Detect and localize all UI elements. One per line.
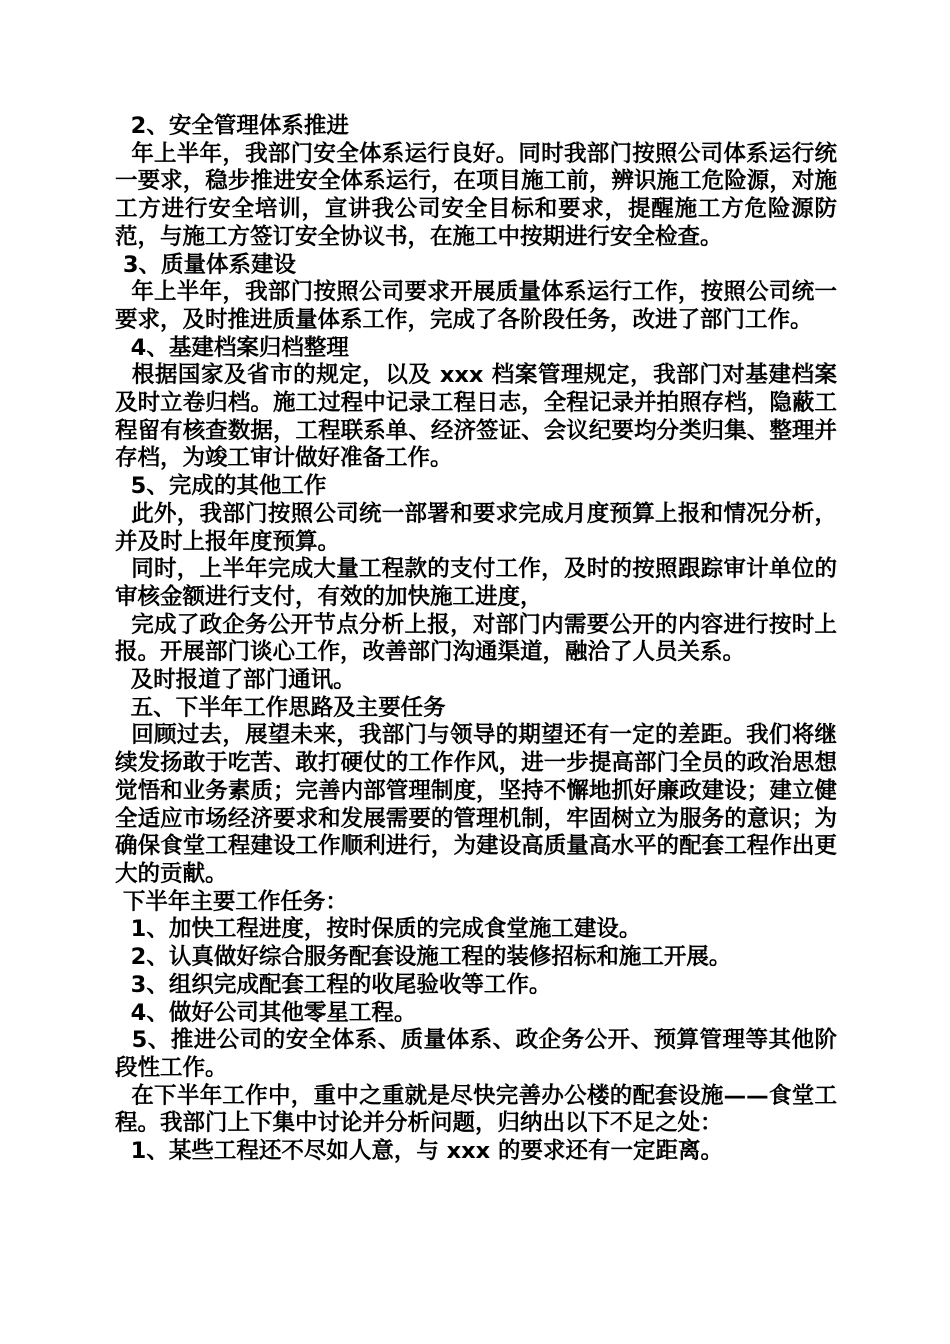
section-heading-safety: 2、安全管理体系推进	[115, 113, 349, 139]
section-heading-archives: 4、基建档案归档整理	[115, 334, 349, 361]
paragraph-review: 回顾过去，展望未来，我部门与领导的期望还有一定的差距。我们将继续发扬敢于吃苦、敢打硬仗的工作作风，进一步提高部门全员的政治思想觉悟和业务素质；完善内部管理制度，坚持不懈地抓好廉政建设；建立健全适应市场经济要求和发展需要的管理机制，牢固树立为服务的意识；为确保食堂工程建设工作顺利进行，为建设高质量高水平的配套工程作出更大的贡献。	[115, 722, 837, 887]
section-heading-quality: 3、质量体系建设	[115, 251, 296, 278]
tasks-heading: 下半年主要工作任务：	[115, 888, 348, 915]
section-heading-second-half: 五、下半年工作思路及主要任务	[115, 694, 446, 721]
paragraph-safety: 年上半年，我部门安全体系运行良好。同时我部门按照公司体系运行统一要求，稳步推进安全体系运行，在项目施工前，辨识施工危险源，对施工方进行安全培训，宣讲我公司安全目标和要求，提醒施工方危险源防范，与施工方签订安全协议书，在施工中按期进行安全检查。	[115, 140, 837, 250]
document-body	[115, 113, 837, 1166]
task-item: 4、做好公司其他零星工程。	[115, 999, 417, 1026]
task-item: 5、推进公司的安全体系、质量体系、政企务公开、预算管理等其他阶段性工作。	[115, 1027, 837, 1081]
paragraph-quality: 年上半年，我部门按照公司要求开展质量体系运行工作，按照公司统一要求，及时推进质量体系工作，完成了各阶段任务，改进了部门工作。	[115, 279, 837, 333]
paragraph-priority: 在下半年工作中，重中之重就是尽快完善办公楼的配套设施——食堂工程。我部门上下集中讨论并分析问题，归纳出以下不足之处：	[115, 1082, 837, 1137]
paragraph-archives: 根据国家及省市的规定，以及 xxx 档案管理规定，我部门对基建档案及时立卷归档。施工过程中记录工程日志，全程记录并拍照存档，隐蔽工程留有核查数据，工程联系单、经济签证、会议纪要均分类归集、整理并存档，为竣工审计做好准备工作。	[115, 362, 837, 472]
paragraph-payment: 同时，上半年完成大量工程款的支付工作，及时的按照跟踪审计单位的审核金额进行支付，有效的加快施工进度，	[115, 556, 837, 610]
paragraph-budget: 此外，我部门按照公司统一部署和要求完成月度预算上报和情况分析，并及时上报年度预算。	[115, 500, 837, 555]
paragraph-newsletter: 及时报道了部门通讯。	[115, 667, 356, 694]
shortcoming-item: 1、某些工程还不尽如人意，与 xxx 的要求还有一定距离。	[115, 1138, 724, 1165]
task-item: 3、组织完成配套工程的收尾验收等工作。	[115, 971, 552, 998]
task-item: 2、认真做好综合服务配套设施工程的装修招标和施工开展。	[115, 944, 732, 971]
task-item: 1、加快工程进度，按时保质的完成食堂施工建设。	[115, 916, 642, 943]
section-heading-other-work: 5、完成的其他工作	[115, 473, 327, 500]
paragraph-disclosure: 完成了政企务公开节点分析上报，对部门内需要公开的内容进行按时上报。开展部门谈心工作，改善部门沟通渠道，融洽了人员关系。	[115, 611, 837, 666]
